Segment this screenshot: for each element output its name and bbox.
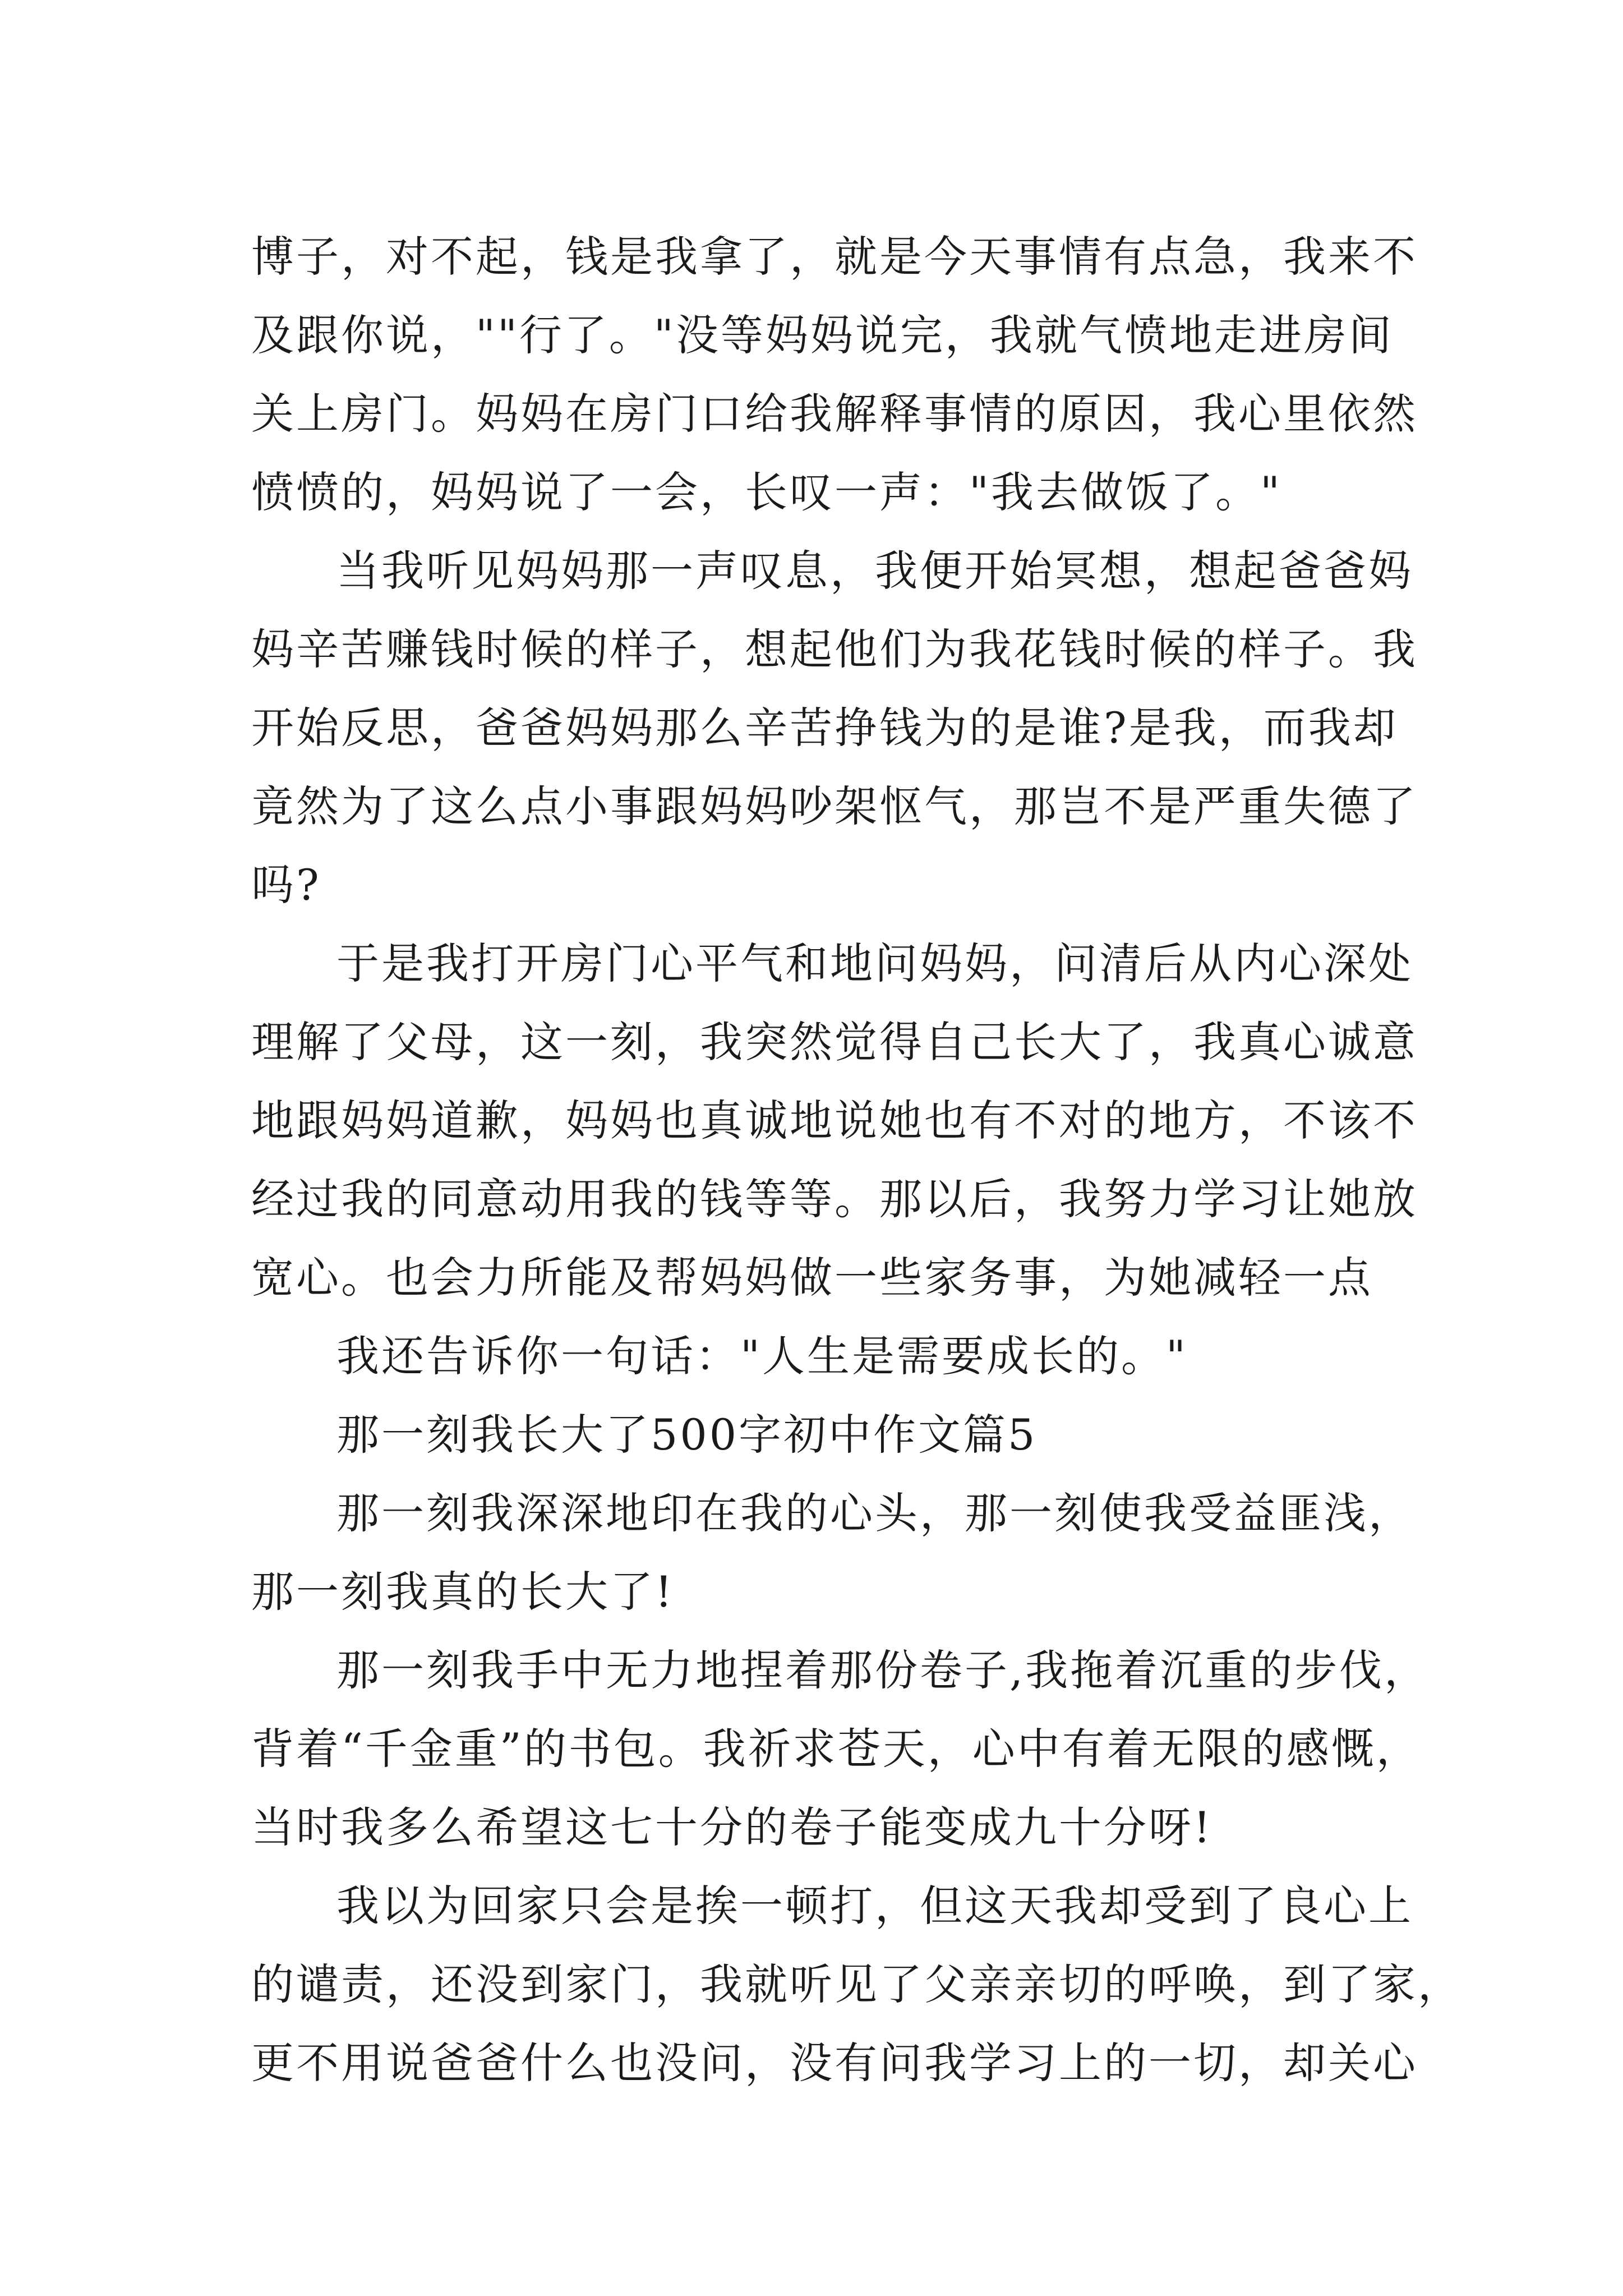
text-line: 当我听见妈妈那一声叹息，我便开始冥想，想起爸爸妈 bbox=[336, 546, 1413, 596]
text-line: 地跟妈妈道歉，妈妈也真诚地说她也有不对的地方，不该不 bbox=[251, 1096, 1418, 1145]
text-line: 经过我的同意动用我的钱等等。那以后，我努力学习让她放 bbox=[251, 1174, 1418, 1224]
text-line: 于是我打开房门心平气和地问妈妈，问清后从内心深处 bbox=[336, 938, 1413, 988]
text-line: 的谴责，还没到家门，我就听见了父亲亲切的呼唤，到了家， bbox=[251, 1959, 1463, 2009]
section-heading: 那一刻我长大了500字初中作文篇5 bbox=[336, 1410, 1038, 1460]
text-line: 及跟你说，""行了。"没等妈妈说完，我就气愤地走进房间 bbox=[251, 310, 1394, 360]
text-line: 我以为回家只会是挨一顿打，但这天我却受到了良心上 bbox=[336, 1881, 1413, 1931]
text-line: 竟然为了这么点小事跟妈妈吵架怄气，那岂不是严重失德了 bbox=[251, 781, 1418, 831]
body-text bbox=[251, 218, 1463, 2102]
text-line: 理解了父母，这一刻，我突然觉得自己长大了，我真心诚意 bbox=[251, 1017, 1418, 1067]
text-line: 吗? bbox=[251, 860, 321, 910]
text-line: 开始反思，爸爸妈妈那么辛苦挣钱为的是谁?是我，而我却 bbox=[251, 703, 1398, 753]
text-line: 当时我多么希望这七十分的卷子能变成九十分呀! bbox=[251, 1802, 1213, 1852]
text-line: 那一刻我深深地印在我的心头，那一刻使我受益匪浅， bbox=[336, 1488, 1413, 1538]
text-line: 我还告诉你一句话："人生是需要成长的。" bbox=[336, 1331, 1188, 1381]
text-line: 那一刻我真的长大了! bbox=[251, 1567, 675, 1617]
text-line: 那一刻我手中无力地捏着那份卷子,我拖着沉重的步伐， bbox=[336, 1645, 1430, 1695]
text-line: 关上房门。妈妈在房门口给我解释事情的原因，我心里依然 bbox=[251, 389, 1418, 439]
text-line: 背着“千金重”的书包。我祈求苍天，心中有着无限的感慨， bbox=[251, 1724, 1421, 1774]
text-line: 博子，对不起，钱是我拿了，就是今天事情有点急，我来不 bbox=[251, 232, 1418, 282]
text-line: 愤愤的，妈妈说了一会，长叹一声："我去做饭了。" bbox=[251, 467, 1282, 517]
text-line: 宽心。也会力所能及帮妈妈做一些家务事，为她减轻一点 bbox=[251, 1253, 1373, 1303]
text-line: 更不用说爸爸什么也没问，没有问我学习上的一切，却关心 bbox=[251, 2038, 1418, 2088]
text-line: 妈辛苦赚钱时候的样子，想起他们为我花钱时候的样子。我 bbox=[251, 624, 1418, 674]
